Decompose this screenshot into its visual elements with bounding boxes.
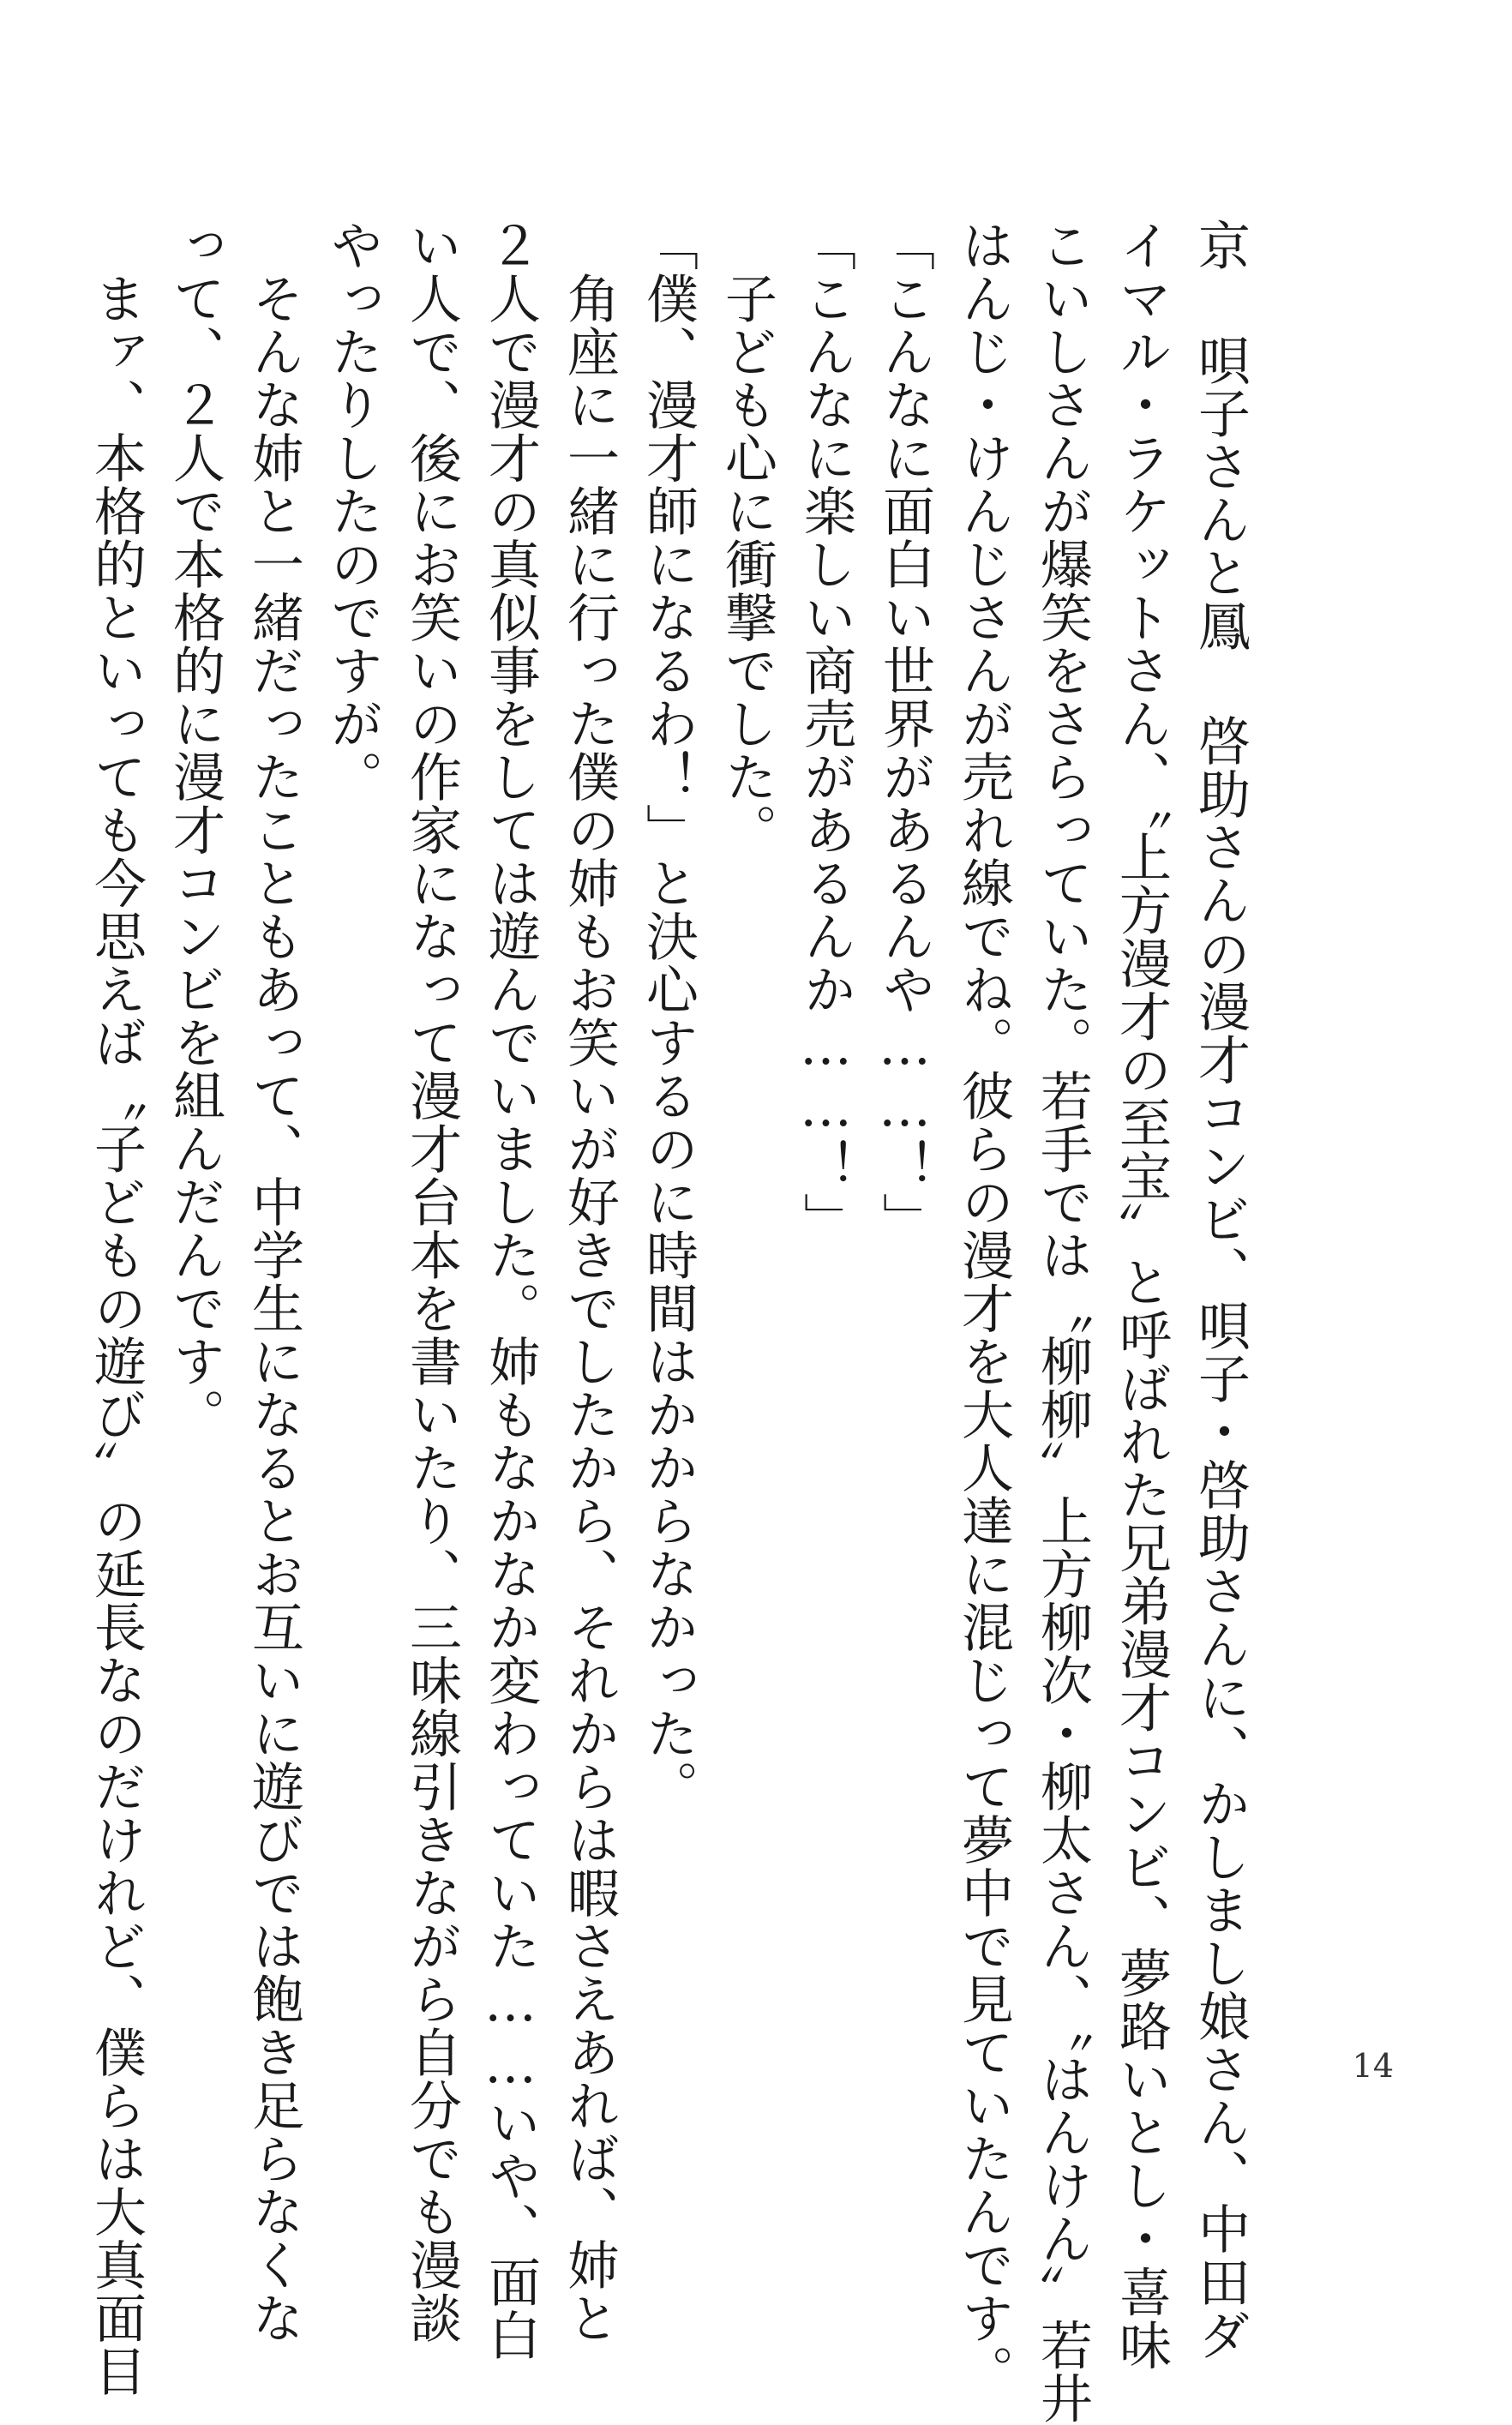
- text-line: 子ども心に衝撃でした。: [717, 219, 777, 856]
- text-line: 「こんなに楽しい商売があるんか……！」: [795, 219, 856, 1246]
- text-line: 角座に一緒に行った僕の姉もお笑いが好きでしたから、それからは暇さえあれば、姉と: [559, 219, 620, 2344]
- text-line: ２人で漫才の真似事をしては遊んでいました。姉もなかなか変わっていた……いや、面白: [480, 219, 541, 2362]
- page-number: 14: [1352, 2047, 1394, 2085]
- text-line: まァ、本格的といっても今思えば〝子どもの遊び〟の延長なのだけれど、僕らは大真面目: [86, 219, 147, 2398]
- text-line: 「こんなに面白い世界があるんや……！」: [874, 219, 935, 1246]
- text-line: い人で、後にお笑いの作家になって漫才台本を書いたり、三味線引きながら自分でも漫談: [401, 219, 462, 2344]
- text-line: やったりしたのですが。: [322, 219, 383, 803]
- text-line: そんな姉と一緒だったこともあって、中学生になるとお互いに遊びでは飽き足らなくな: [243, 219, 304, 2344]
- text-line: 京 唄子さんと鳳 啓助さんの漫才コンビ、唄子・啓助さんに、かしまし娘さん、中田ダ: [1190, 219, 1251, 2362]
- vertical-text-body: [76, 219, 1259, 2425]
- text-line: イマル・ラケットさん、〝上方漫才の至宝〟と呼ばれた兄弟漫才コンビ、夢路いとし・喜味: [1111, 219, 1172, 2372]
- text-line: こいしさんが爆笑をさらっていた。若手では〝柳柳〟上方柳次・柳太さん、〝はんけん〟若井: [1032, 219, 1093, 2425]
- text-line: って、２人で本格的に漫才コンビを組んだんです。: [165, 219, 225, 1441]
- text-line: はんじ・けんじさんが売れ線でね。彼らの漫才を大人達に混じって夢中で見ていたんです。: [953, 219, 1014, 2398]
- text-line: 「僕、漫才師になるわ！」と決心するのに時間はかからなかった。: [638, 219, 699, 1813]
